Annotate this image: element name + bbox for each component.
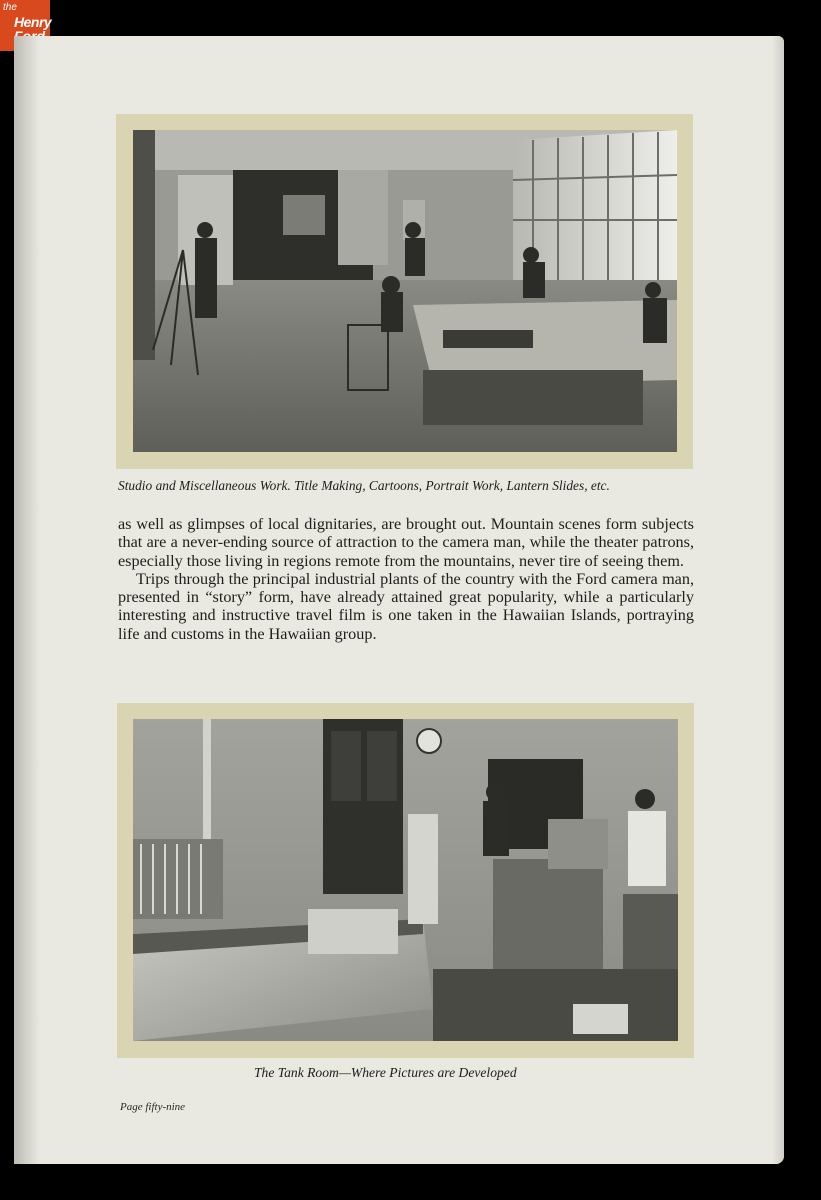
body-paragraph-1: as well as glimpses of local dignitaries, are brought out. Mountain scenes form subjects that are a never-ending source of attraction to the camera man, while the theater patrons, especially those living in regions remote from the mountains, never tire of seeing them. bbox=[118, 515, 694, 570]
studio-photo-illustration bbox=[133, 130, 677, 452]
page-number: Page fifty-nine bbox=[120, 1101, 186, 1113]
page-gutter-shadow bbox=[14, 36, 40, 1164]
body-paragraph-2: Trips through the principal industrial plants of the country with the Ford camera man, presented in “story” form, have already attained great popularity, while a particularly interesting and instructive travel film is one taken in the Hawaiian Islands, portraying life and customs in the Hawaiian group. bbox=[118, 569, 694, 643]
bottom-photo-caption: The Tank Room—Where Pictures are Developed bbox=[254, 1065, 517, 1080]
top-photo-caption: Studio and Miscellaneous Work. Title Making, Cartoons, Portrait Work, Lantern Slides, etc. bbox=[118, 478, 610, 493]
article-body bbox=[118, 515, 694, 643]
tank-room-photo-illustration bbox=[133, 719, 678, 1041]
logo-henry: Henry bbox=[14, 14, 52, 30]
studio-photo bbox=[133, 130, 677, 452]
logo-the: the bbox=[3, 2, 17, 13]
tank-room-photo bbox=[133, 719, 678, 1041]
page-edge bbox=[772, 36, 784, 1164]
